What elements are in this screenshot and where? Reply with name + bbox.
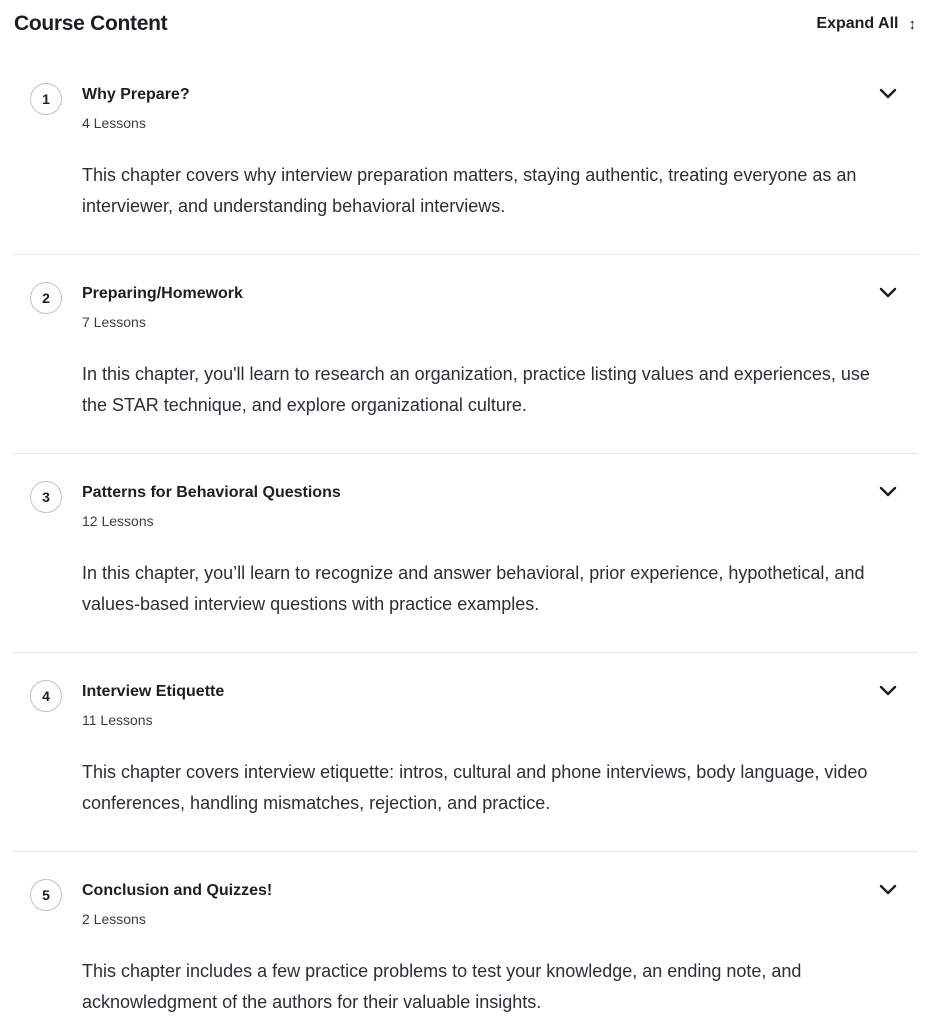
chapter-description: This chapter includes a few practice problems to test your knowledge, an ending note, and acknowledgment of the authors for their valuable insights.	[82, 961, 802, 1012]
chapter-item[interactable]	[12, 56, 918, 255]
chapter-lesson-count: 12 Lessons	[82, 513, 154, 529]
chevron-down-icon[interactable]	[876, 482, 900, 502]
chapter-item[interactable]	[12, 852, 918, 1024]
chapter-description: In this chapter, you'll learn to research an organization, practice listing values and experiences, use the STAR technique, and explore organizational culture.	[82, 364, 870, 415]
chapter-lesson-count: 11 Lessons	[82, 712, 153, 728]
chapter-description: This chapter covers why interview preparation matters, staying authentic, treating everyone as an interviewer, and understanding behavioral interviews.	[82, 165, 857, 216]
chapter-number-badge: 2	[30, 282, 62, 314]
chapter-description: This chapter covers interview etiquette: intros, cultural and phone interviews, body language, video conferences, handling mismatches, rejection, and practice.	[82, 762, 868, 813]
chapter-title[interactable]: Preparing/Homework	[82, 285, 243, 302]
chapter-item[interactable]	[12, 255, 918, 454]
course-content-header	[14, 9, 916, 39]
chevron-down-icon[interactable]	[876, 880, 900, 900]
chapter-number-badge: 1	[30, 83, 62, 115]
chapter-item[interactable]	[12, 454, 918, 653]
expand-all-button[interactable]	[816, 15, 916, 33]
expand-all-label: Expand All	[816, 15, 899, 32]
chapter-item[interactable]	[12, 653, 918, 852]
chevron-down-icon[interactable]	[876, 681, 900, 701]
chapter-lesson-count: 7 Lessons	[82, 314, 146, 330]
chevron-down-icon[interactable]	[876, 84, 900, 104]
chapter-lesson-count: 2 Lessons	[82, 911, 146, 927]
chapter-number-badge: 5	[30, 879, 62, 911]
chapter-title[interactable]: Why Prepare?	[82, 86, 190, 103]
chapter-description: In this chapter, you’ll learn to recognize and answer behavioral, prior experience, hypothetical, and values-based interview questions with practice examples.	[82, 563, 865, 614]
page-title: Course Content	[14, 12, 168, 35]
chapter-title[interactable]: Interview Etiquette	[82, 683, 225, 700]
chapter-list	[12, 56, 918, 1024]
expand-collapse-icon: ↕	[908, 15, 916, 33]
chapter-title[interactable]: Patterns for Behavioral Questions	[82, 484, 341, 501]
chapter-lesson-count: 4 Lessons	[82, 115, 146, 131]
chevron-down-icon[interactable]	[876, 283, 900, 303]
chapter-number-badge: 4	[30, 680, 62, 712]
chapter-number-badge: 3	[30, 481, 62, 513]
chapter-title[interactable]: Conclusion and Quizzes!	[82, 882, 273, 899]
